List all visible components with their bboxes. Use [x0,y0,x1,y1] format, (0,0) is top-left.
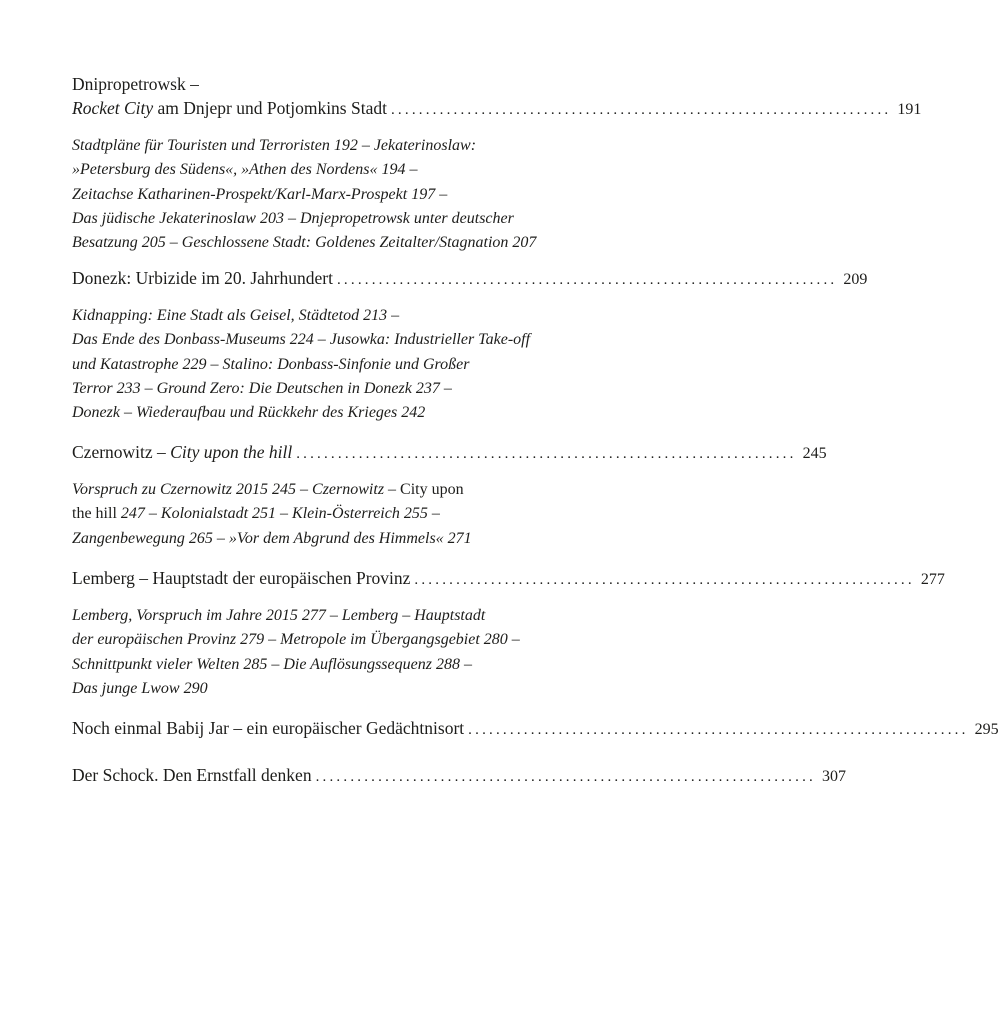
toc-entry-title-row [72,566,945,592]
subentry-text-upright: the hill [72,505,121,523]
toc-entry-title-plain: Czernowitz – [72,442,171,462]
page-number: 295 [974,721,999,738]
subentry-line: und Katastrophe 229 – Stalino: Donbass-Sinfonie und Großer [72,355,470,373]
page-number: 191 [897,101,922,118]
dot-leader: ........................................................................ [390,102,892,118]
dot-leader: ........................................................................ [336,272,838,288]
page-number: 245 [802,445,827,462]
toc-entry-donezk [72,266,868,425]
toc-entry-title: Lemberg – Hauptstadt der europäischen Provinz [72,568,411,588]
toc-subentries [72,134,555,255]
subentry-line: Kidnapping: Eine Stadt als Geisel, Städtetod 213 – [72,307,400,324]
toc-entry-title-italic: City upon the hill [170,442,293,462]
dot-leader: ........................................................................ [315,769,816,785]
subentry-text-upright: City upon [400,481,464,498]
toc-entry-czernowitz [72,440,827,551]
subentry-line: Donezk – Wiederaufbau und Rückkehr des Krieges 242 [72,404,426,422]
subentry-line: Zangenbewegung 265 – »Vor dem Abgrund des Himmels« 271 [72,529,472,547]
subentry-line: Das junge Lwow 290 [72,679,208,697]
subentry-line: Besatzung 205 – Geschlossene Stadt: Goldenes Zeitalter/Stagnation 207 [72,234,537,252]
toc-entry-title: Der Schock. Den Ernstfall denken [72,765,312,785]
subentry-line [72,478,555,502]
page-number: 277 [920,571,945,588]
toc-entry-lemberg [72,566,945,701]
page-number: 209 [843,271,868,288]
subentry-line: Das Ende des Donbass-Museums 224 – Jusowka: Industrieller Take-off [72,331,531,349]
toc-subentries [72,478,555,551]
subentry-line [72,502,555,526]
toc-subentries [72,304,555,425]
subentry-line: »Petersburg des Südens«, »Athen des Nordens« 194 – [72,161,418,179]
toc-entry-title-line1: Dnipropetrowsk – [72,74,199,94]
subentry-line: Schnittpunkt vieler Welten 285 – Die Auflösungssequenz 288 – [72,655,472,673]
page-number: 307 [821,768,846,785]
toc-entry-title-rest: am Dnjepr und Potjomkins Stadt [153,98,387,118]
dot-leader: ........................................................................ [414,572,915,588]
toc-subentries [72,604,555,701]
subentry-text-italic: Vorspruch zu Czernowitz 2015 245 – Czernowitz – [72,481,401,498]
toc-entry-title-row [72,96,922,122]
subentry-line: Zeitachse Katharinen-Prospekt/Karl-Marx-Prospekt 197 – [72,185,448,203]
subentry-line: Das jüdische Jekaterinoslaw 203 – Dnjepropetrowsk unter deutscher [72,209,514,227]
dot-leader: ........................................................................ [296,446,797,462]
subentry-line: der europäischen Provinz 279 – Metropole im Übergangsgebiet 280 – [72,631,520,649]
toc-entry-dnipropetrowsk [72,72,922,255]
subentry-line: Stadtpläne für Touristen und Terroristen 192 – Jekaterinoslaw: [72,137,477,154]
toc-entry-der-schock [72,763,846,789]
toc-entry-title-row [72,440,827,466]
toc-entry-title: Donezk: Urbizide im 20. Jahrhundert [72,268,333,288]
subentry-line: Lemberg, Vorspruch im Jahre 2015 277 – Lemberg – Hauptstadt [72,607,486,624]
toc-entry-title-row [72,716,999,742]
subentry-line: Terror 233 – Ground Zero: Die Deutschen in Donezk 237 – [72,379,452,397]
toc-entry-title-row [72,763,846,789]
toc-entry-babij-jar [72,716,999,742]
toc-entry-title-row [72,266,868,292]
toc-entry-title-italic: Rocket City [72,98,154,118]
subentry-text-italic: 247 – Kolonialstadt 251 – Klein-Österreich 255 – [120,505,440,523]
dot-leader: ........................................................................ [468,722,969,738]
toc-entry-title: Noch einmal Babij Jar – ein europäischer Gedächtnisort [72,718,465,738]
